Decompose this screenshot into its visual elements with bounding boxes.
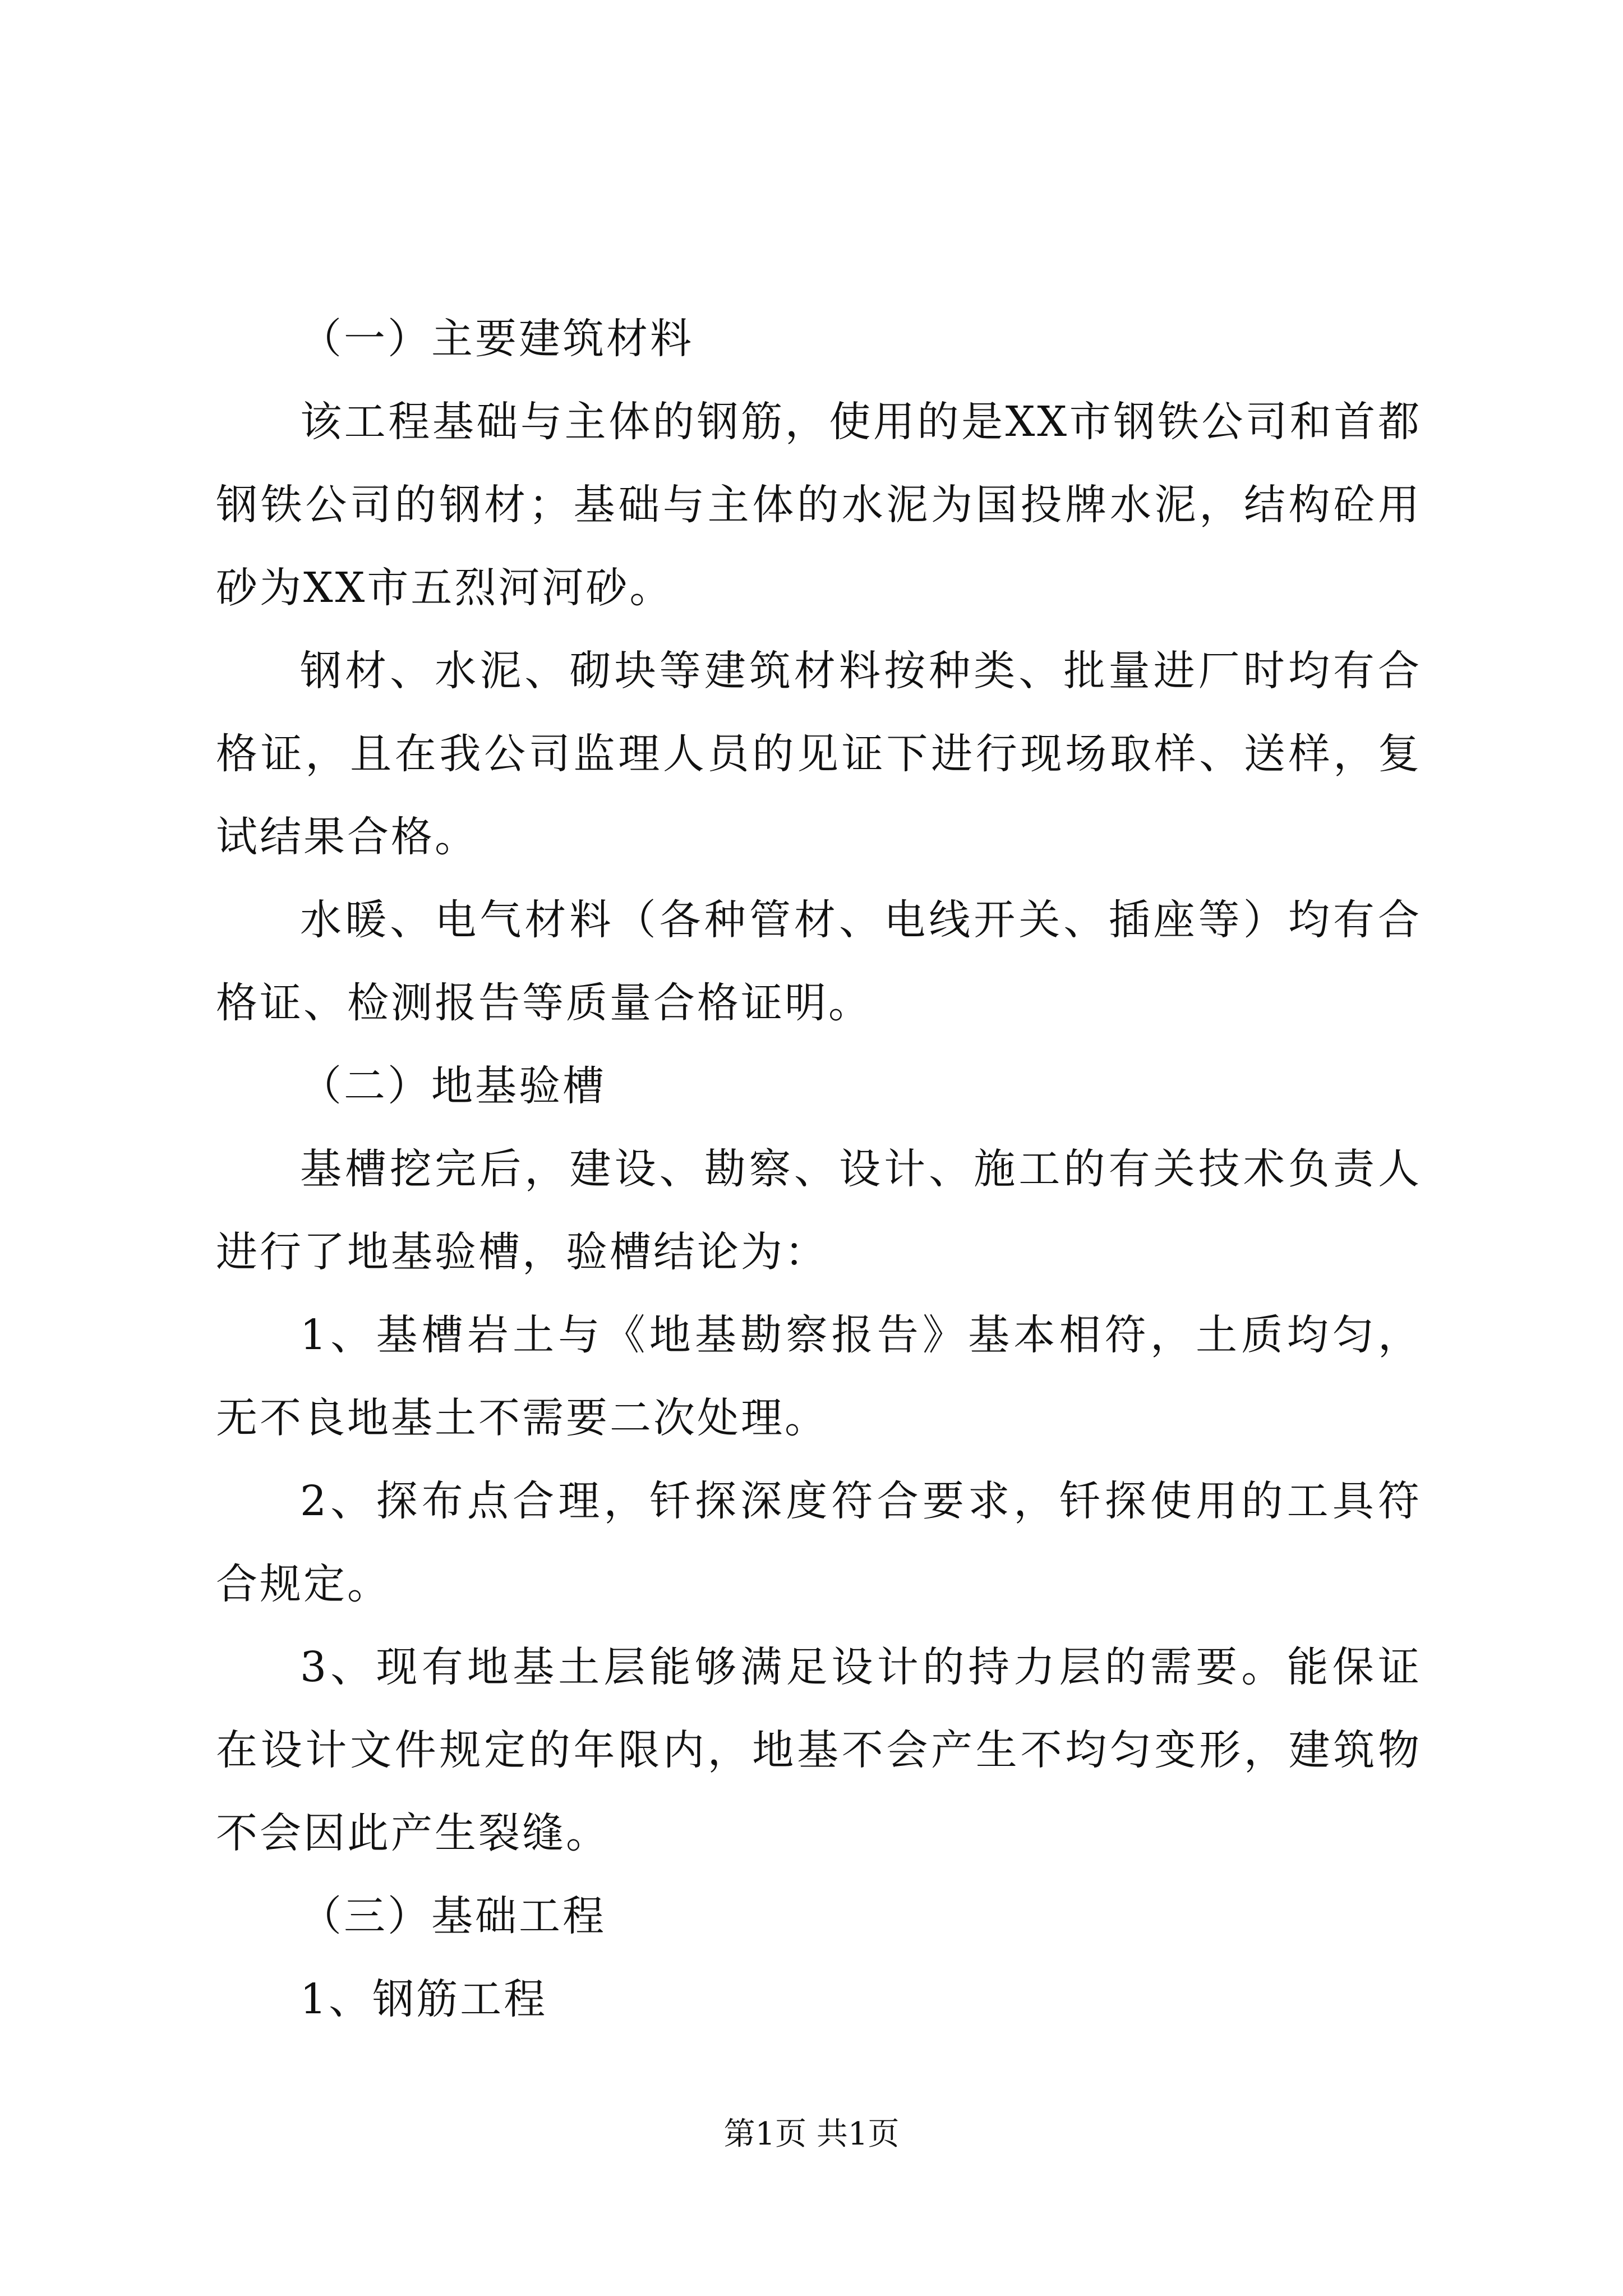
section-heading-foundation-works: （三）基础工程	[300, 1892, 606, 1940]
paragraph-conclusion-1: 1、基槽岩土与《地基勘察报告》基本相符，土质均匀，无不良地基土不需要二次处理。	[216, 1311, 1422, 1442]
subsection-heading-rebar: 1、钢筋工程	[300, 1975, 548, 2023]
page-footer: 第1页 共1页	[723, 2116, 900, 2152]
paragraph-conclusion-2: 2、探布点合理，钎探深度符合要求，钎探使用的工具符合规定。	[216, 1477, 1422, 1608]
document-body	[216, 297, 1422, 2041]
paragraph-conclusion-3: 3、现有地基土层能够满足设计的持力层的需要。能保证在设计文件规定的年限内，地基不会产生不均匀变形，建筑物不会因此产生裂缝。	[216, 1643, 1422, 1857]
paragraph-plumbing-electrical: 水暖、电气材料（各种管材、电线开关、插座等）均有合格证、检测报告等质量合格证明。	[216, 896, 1422, 1027]
paragraph-material-certification: 钢材、水泥、砌块等建筑材料按种类、批量进厂时均有合格证，且在我公司监理人员的见证下进行现场取样、送样，复试结果合格。	[216, 647, 1422, 861]
paragraph-steel-cement-sand: 该工程基础与主体的钢筋，使用的是XX市钢铁公司和首都钢铁公司的钢材；基础与主体的水泥为国投牌水泥，结构砼用砂为XX市五烈河河砂。	[216, 398, 1422, 612]
paragraph-inspection-intro: 基槽挖完后，建设、勘察、设计、施工的有关技术负责人进行了地基验槽，验槽结论为：	[216, 1145, 1422, 1276]
section-heading-foundation-inspection: （二）地基验槽	[300, 1062, 606, 1110]
section-heading-materials: （一）主要建筑材料	[300, 315, 694, 363]
